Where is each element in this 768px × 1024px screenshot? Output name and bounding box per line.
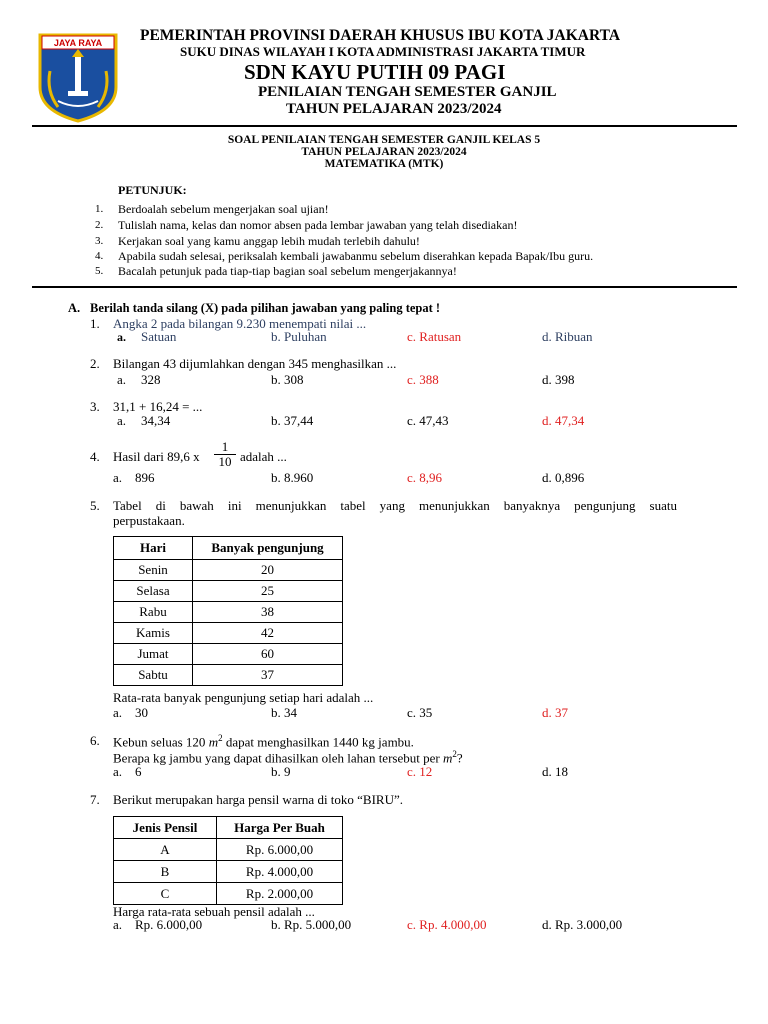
table-cell: 60 [193,644,343,665]
table-cell: Rp. 2.000,00 [217,883,343,905]
logo-text: JAYA RAYA [53,38,103,48]
table-row [114,883,343,905]
option-a-letter[interactable]: a. [113,470,123,485]
section-letter: A. [68,301,81,315]
question-text: Bilangan 43 dijumlahkan dengan 345 menghasilkan ... [113,356,397,371]
petunjuk-num: 2. [95,219,104,231]
section-instruction: Berilah tanda silang (X) pada pilihan jawaban yang paling tepat ! [90,301,441,315]
table-cell: Selasa [114,581,193,602]
table-cell: Rp. 6.000,00 [217,839,343,861]
option-c[interactable]: c. Ratusan [407,329,462,344]
table-cell: Rabu [114,602,193,623]
petunjuk-text: Apabila sudah selesai, periksalah kembali jawabanmu sebelum diserahkan kepada Bapak/Ibu guru. [118,249,594,263]
petunjuk-text: Berdoalah sebelum mengerjakan soal ujian! [118,202,329,216]
question-text-line2: perpustakaan. [113,513,185,528]
option-b[interactable]: b. Puluhan [271,329,327,344]
option-d[interactable]: d. 37 [542,705,568,720]
unit-sup: 2 [218,733,223,743]
option-d[interactable]: d. Rp. 3.000,00 [542,917,623,932]
option-a[interactable]: Satuan [141,329,177,344]
option-c[interactable]: c. 388 [407,372,439,387]
petunjuk-title: PETUNJUK: [118,183,187,197]
option-d[interactable]: d. 398 [542,372,575,387]
table-cell: Rp. 4.000,00 [217,861,343,883]
q6-text-d: ? [456,750,463,766]
option-d[interactable]: d. 18 [542,764,568,779]
header-rule [32,125,737,127]
petunjuk-num: 3. [95,235,104,247]
unit-m: m [208,734,219,750]
question-number: 4. [90,449,100,464]
q6-text-a: Kebun seluas 120 [113,734,206,750]
table-row [114,839,343,861]
option-d[interactable]: d. Ribuan [542,329,593,344]
unit-sup: 2 [452,749,457,759]
option-a-letter[interactable]: a. [113,917,123,932]
visitor-table [113,536,343,686]
question-number: 2. [90,356,100,371]
table-row [114,665,343,686]
school-name: SDN KAYU PUTIH 09 PAGI [244,60,506,84]
petunjuk-rule [32,286,737,288]
petunjuk-text: Kerjakan soal yang kamu anggap lebih mudah terlebih dahulu! [118,234,420,248]
pencil-price-table [113,816,343,905]
option-c[interactable]: c. 8,96 [407,470,443,485]
table-cell: Kamis [114,623,193,644]
petunjuk-num: 5. [95,265,104,277]
question-number: 5. [90,498,100,513]
option-b[interactable]: b. Rp. 5.000,00 [271,917,352,932]
table-cell: Jumat [114,644,193,665]
fraction [214,440,236,469]
table-cell: 37 [193,665,343,686]
table-row [114,602,343,623]
subheader-line1: SOAL PENILAIAN TENGAH SEMESTER GANJIL KELAS 5 [227,134,541,146]
table-cell: Sabtu [114,665,193,686]
question-prompt: Rata-rata banyak pengunjung setiap hari adalah ... [113,690,374,705]
option-c[interactable]: c. Rp. 4.000,00 [407,917,487,932]
table-cell: A [114,839,217,861]
table-cell: 20 [193,560,343,581]
exam-year: TAHUN PELAJARAN 2023/2024 [286,101,502,117]
unit-m: m [442,750,453,766]
question-text: 31,1 + 16,24 = ... [113,399,203,414]
option-c[interactable]: c. 35 [407,705,433,720]
option-b[interactable]: b. 308 [271,372,304,387]
option-a-letter[interactable]: a. [117,330,126,344]
table-cell: Senin [114,560,193,581]
option-c[interactable]: c. 47,43 [407,413,449,428]
jakarta-logo [36,31,120,123]
header-line2: SUKU DINAS WILAYAH I KOTA ADMINISTRASI JAKARTA TIMUR [180,44,586,59]
table-row [114,623,343,644]
option-d[interactable]: d. 0,896 [542,470,585,485]
fraction-denominator: 10 [218,454,232,469]
option-b[interactable]: b. 34 [271,705,297,720]
option-c[interactable]: c. 12 [407,764,433,779]
table-header: Harga Per Buah [217,817,343,839]
table-header: Hari [114,537,193,560]
option-a[interactable]: 30 [135,705,148,720]
fraction-numerator: 1 [214,440,236,455]
petunjuk-num: 4. [95,250,104,262]
question-number: 7. [90,792,100,807]
table-header: Banyak pengunjung [193,537,343,560]
option-b[interactable]: b. 37,44 [271,413,314,428]
question-prompt: Harga rata-rata sebuah pensil adalah ... [113,904,315,919]
question-number: 1. [90,316,100,331]
question-text-after: adalah ... [240,449,287,464]
table-row [114,581,343,602]
table-cell: C [114,883,217,905]
option-a[interactable]: Rp. 6.000,00 [135,917,203,932]
header-line1: PEMERINTAH PROVINSI DAERAH KHUSUS IBU KOTA JAKARTA [140,27,621,44]
q6-text-b: dapat menghasilkan 1440 kg jambu. [225,734,414,750]
option-a-letter[interactable]: a. [117,413,127,428]
question-text: Berikut merupakan harga pensil warna di toko “BIRU”. [113,792,404,807]
petunjuk-text: Tulislah nama, kelas dan nomor absen pada lembar jawaban yang telah disediakan! [118,218,518,232]
option-a-letter[interactable]: a. [117,372,127,387]
option-d[interactable]: d. 47,34 [542,413,585,428]
subheader-line3: MATEMATIKA (MTK) [324,158,444,170]
question-text: Hasil dari 89,6 x [113,449,200,464]
option-a[interactable]: 6 [135,764,142,779]
subheader-line2: TAHUN PELAJARAN 2023/2024 [301,146,467,158]
question-text [113,733,414,750]
petunjuk-num: 1. [95,203,104,215]
q6-text-c: Berapa kg jambu yang dapat dihasilkan oleh lahan tersebut per [113,750,440,766]
option-a[interactable]: 328 [141,372,161,387]
question-number: 6. [90,733,100,748]
question-text: Angka 2 pada bilangan 9.230 menempati nilai ... [113,316,367,331]
table-cell: 25 [193,581,343,602]
table-row [114,560,343,581]
question-number: 3. [90,399,100,414]
question-text: Tabel di bawah ini menunjukkan tabel yang menunjukkan banyaknya pengunjung suatu [113,498,677,513]
option-a[interactable]: 896 [135,470,155,485]
table-cell: 38 [193,602,343,623]
table-cell: B [114,861,217,883]
option-b[interactable]: b. 8.960 [271,470,314,485]
petunjuk-text: Bacalah petunjuk pada tiap-tiap bagian soal sebelum mengerjakannya! [118,264,457,278]
table-row [114,644,343,665]
table-header: Jenis Pensil [114,817,217,839]
option-a-letter[interactable]: a. [113,705,123,720]
option-b[interactable]: b. 9 [271,764,291,779]
table-cell: 42 [193,623,343,644]
option-a-letter[interactable]: a. [113,764,123,779]
exam-title: PENILAIAN TENGAH SEMESTER GANJIL [258,84,557,100]
option-a[interactable]: 34,34 [141,413,171,428]
table-row [114,861,343,883]
